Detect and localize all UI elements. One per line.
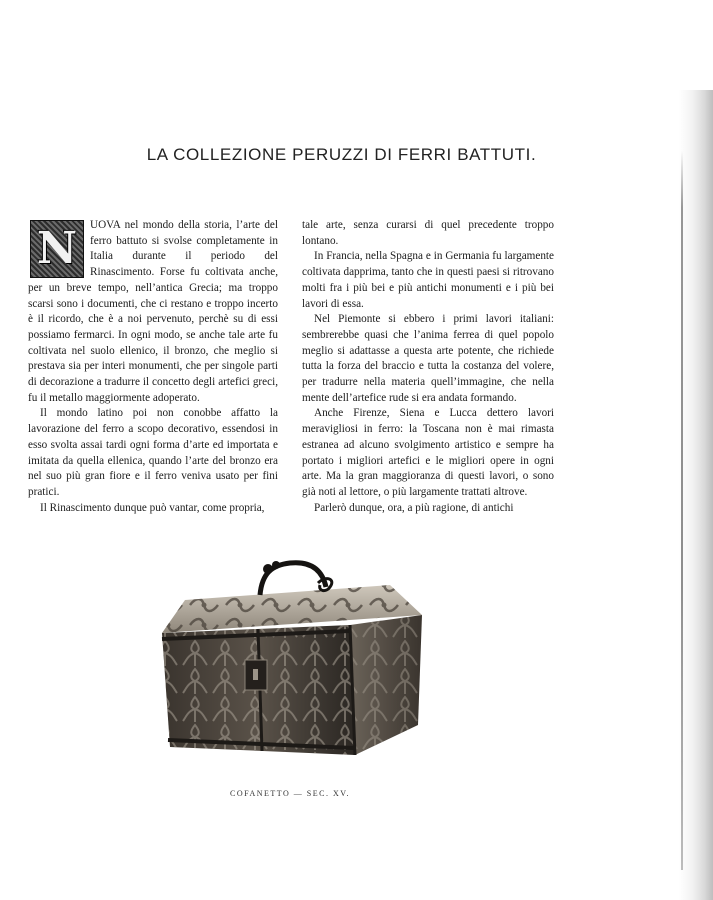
paragraph: In Francia, nella Spagna e in Germania fu largamente coltivata dapprima, tanto che in questi paesi si ritrovano molti fra i più bei e più antichi monumenti e i più bei lavori di essa.: [302, 250, 554, 310]
binding-line: [681, 150, 683, 870]
paragraph: Il mondo latino poi non conobbe affatto la lavorazione del ferro a scopo decorativo, essendosi in esso svolta assai tardi ogni forma d’arte ed importata e imitata da quella ellenica, quando l’arte del bronzo era nel suo più gran fiore e il ferro veniva usato per fini pratici.: [28, 407, 278, 498]
page-edge-shadow: [679, 90, 713, 900]
paragraph: Nel Piemonte si ebbero i primi lavori italiani: sembrerebbe quasi che l’anima ferrea di quel popolo meglio si adattasse a questa arte potente, che richiede tutta la forza del braccio e tutta la costanza del volere, per tradurre nella materia quell’immagine, che nella mente dell’artefice rude si era andata formando.: [302, 313, 554, 404]
paragraph: Anche Firenze, Siena e Lucca dettero lavori meravigliosi in ferro: la Toscana non è mai rimasta estranea ad alcuno svolgimento artistico e sempre ha portato i migliori artefici e le migliori opere in ogni arte. Ma la gran maggioranza di questi lavori, o sono già noti al lettore, o più largamente trattati altrove.: [302, 407, 554, 498]
paragraph: UOVA nel mondo della storia, l’arte del ferro battuto si svolse completamente in Italia durante il periodo del Rinascimento. Forse fu coltivata anche, per un breve tempo, nell’antica Grecia; ma troppo scarsi sono i documenti, che ci restano e troppo incerto è il ricordo, che è a noi pervenuto, perchè su di essi possiamo fermarci. In ogni modo, se anche tale arte fu coltivata nel suolo ellenico, il bronzo, che meglio si prestava sia per interi monumenti, che per singole parti di decorazione a tradurre il concetto degli artefici greci, fu il metallo maggiormente adoperato.: [28, 219, 278, 404]
iron-casket-illustration: [150, 555, 435, 770]
decorated-initial: [30, 220, 84, 278]
paragraph: Parlerò dunque, ora, a più ragione, di antichi: [314, 501, 514, 514]
figure-caption: COFANETTO — SEC. XV.: [229, 789, 350, 798]
paragraph: tale arte, senza curarsi di quel precedente troppo lontano.: [302, 219, 554, 247]
casket-photo: [150, 555, 435, 770]
article-title: LA COLLEZIONE PERUZZI DI FERRI BATTUTI.: [146, 145, 537, 164]
right-column: [302, 218, 554, 516]
left-column: [28, 218, 278, 516]
initial-letter: N: [36, 223, 78, 275]
paragraph: Il Rinascimento dunque può vantar, come propria,: [40, 501, 265, 514]
